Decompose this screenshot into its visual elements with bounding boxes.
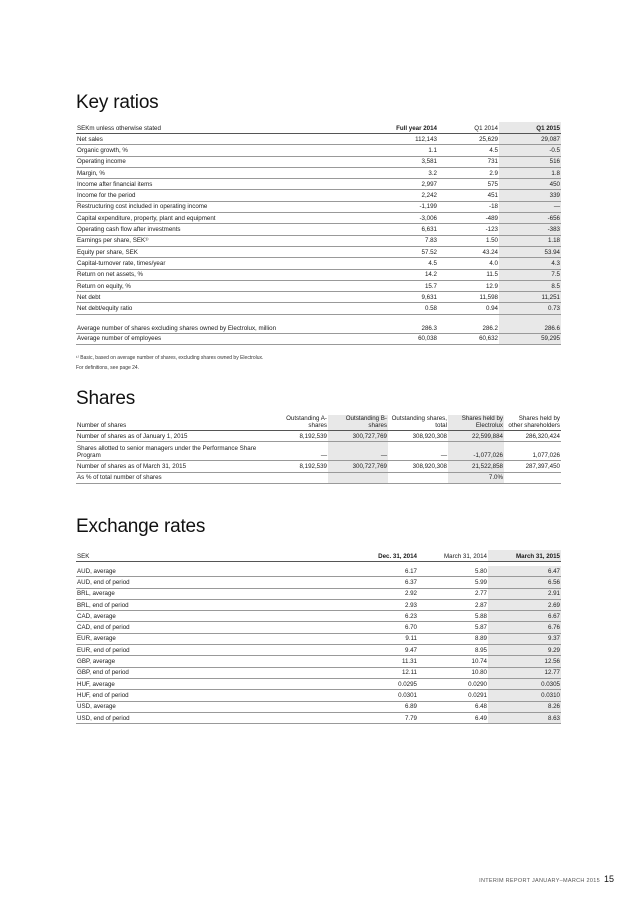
exchange-rates-cell: 6.17 (346, 566, 418, 577)
key-ratios-row (76, 156, 561, 167)
exchange-rates-row-label: CAD, average (76, 611, 346, 622)
exchange-rates-body (76, 566, 561, 724)
shares-col-0: Number of shares (76, 415, 276, 431)
key-ratios-row-label: Restructuring cost included in operating income (76, 201, 376, 212)
key-ratios-cell: 14.2 (376, 269, 438, 280)
shares-cell: 287,397,450 (504, 461, 561, 472)
exchange-rates-cell: 0.0310 (488, 690, 561, 701)
key-ratios-header (76, 122, 561, 134)
exchange-rates-row-label: EUR, average (76, 633, 346, 644)
key-ratios-row (76, 190, 561, 201)
key-ratios-cell: 9,631 (376, 292, 438, 303)
key-ratios-row-label: Net debt/equity ratio (76, 303, 376, 314)
key-ratios-footnote: ¹⁾ Basic, based on average number of shares, excluding shares owned by Electrolux. (76, 355, 264, 361)
shares-cell: 8,192,539 (276, 461, 328, 472)
shares-header (76, 415, 561, 431)
shares-col-5: Shares held by other shareholders (504, 415, 561, 431)
exchange-rates-cell: 10.80 (418, 667, 488, 678)
exchange-rates-col-2: March 31, 2014 (418, 550, 488, 562)
exchange-rates-row-label: GBP, end of period (76, 667, 346, 678)
shares-cell: 300,727,769 (328, 461, 388, 472)
key-ratios-cell: 1.18 (499, 235, 561, 246)
exchange-rates-row (76, 701, 561, 712)
shares-cell: 300,727,769 (328, 431, 388, 442)
key-ratios-cell: 286.6 (499, 314, 561, 333)
key-ratios-cell: 59,295 (499, 333, 561, 344)
key-ratios-cell: 2.9 (438, 167, 499, 178)
exchange-rates-row-label: BRL, end of period (76, 599, 346, 610)
exchange-rates-cell: 6.47 (488, 566, 561, 577)
key-ratios-definitions-note: For definitions, see page 24. (76, 365, 140, 371)
exchange-rates-cell: 9.29 (488, 645, 561, 656)
key-ratios-row (76, 134, 561, 145)
key-ratios-cell: 4.5 (376, 258, 438, 269)
key-ratios-row-label: Income after financial items (76, 179, 376, 190)
key-ratios-cell: 60,632 (438, 333, 499, 344)
key-ratios-row (76, 246, 561, 257)
exchange-rates-cell: 2.69 (488, 599, 561, 610)
exchange-rates-cell: 6.23 (346, 611, 418, 622)
exchange-rates-row (76, 656, 561, 667)
key-ratios-cell: 286.2 (438, 314, 499, 333)
key-ratios-row (76, 235, 561, 246)
key-ratios-cell: 0.58 (376, 303, 438, 314)
key-ratios-row-label: Net sales (76, 134, 376, 145)
exchange-rates-row-label: AUD, average (76, 566, 346, 577)
key-ratios-row (76, 292, 561, 303)
exchange-rates-col-1: Dec. 31, 2014 (346, 550, 418, 562)
exchange-rates-cell: 2.91 (488, 588, 561, 599)
exchange-rates-cell: 0.0301 (346, 690, 418, 701)
key-ratios-cell: -18 (438, 201, 499, 212)
exchange-rates-cell: 8.26 (488, 701, 561, 712)
key-ratios-row-label: Operating income (76, 156, 376, 167)
key-ratios-row-label: Operating cash flow after investments (76, 224, 376, 235)
shares-row-label: Shares allotted to senior managers under the Performance Share Program (76, 442, 276, 461)
key-ratios-row-label: Income for the period (76, 190, 376, 201)
exchange-rates-row (76, 678, 561, 689)
key-ratios-table (76, 122, 561, 345)
exchange-rates-title: Exchange rates (76, 516, 206, 537)
shares-row (76, 442, 561, 461)
key-ratios-cell: 11.5 (438, 269, 499, 280)
key-ratios-cell: 43.24 (438, 246, 499, 257)
exchange-rates-cell: 0.0305 (488, 678, 561, 689)
exchange-rates-cell: 6.76 (488, 622, 561, 633)
shares-col-1: Outstanding A-shares (276, 415, 328, 431)
key-ratios-row-label: Average number of employees (76, 333, 376, 344)
shares-row (76, 431, 561, 442)
key-ratios-cell: 0.94 (438, 303, 499, 314)
exchange-rates-cell: 2.92 (346, 588, 418, 599)
key-ratios-cell: — (499, 201, 561, 212)
shares-cell: — (388, 442, 448, 461)
key-ratios-title: Key ratios (76, 92, 159, 113)
key-ratios-cell: 57.52 (376, 246, 438, 257)
exchange-rates-cell: 5.88 (418, 611, 488, 622)
key-ratios-cell: -0.5 (499, 145, 561, 156)
exchange-rates-row-label: BRL, average (76, 588, 346, 599)
key-ratios-cell: -3,006 (376, 213, 438, 224)
key-ratios-cell: 731 (438, 156, 499, 167)
footer-report-title: INTERIM REPORT JANUARY–MARCH 2015 (479, 878, 600, 884)
shares-title: Shares (76, 388, 136, 409)
key-ratios-row-label: Return on net assets, % (76, 269, 376, 280)
exchange-rates-cell: 5.99 (418, 577, 488, 588)
key-ratios-col-0: SEKm unless otherwise stated (76, 122, 376, 134)
key-ratios-cell: 3,581 (376, 156, 438, 167)
key-ratios-cell: 2,997 (376, 179, 438, 190)
exchange-rates-cell: 8.95 (418, 645, 488, 656)
shares-cell: 308,920,308 (388, 431, 448, 442)
key-ratios-row (76, 258, 561, 269)
page-footer (479, 874, 614, 884)
key-ratios-cell: 25,629 (438, 134, 499, 145)
exchange-rates-cell: 10.74 (418, 656, 488, 667)
exchange-rates-row-label: EUR, end of period (76, 645, 346, 656)
key-ratios-row-label: Equity per share, SEK (76, 246, 376, 257)
key-ratios-cell: 7.5 (499, 269, 561, 280)
exchange-rates-cell: 11.31 (346, 656, 418, 667)
exchange-rates-row (76, 667, 561, 678)
exchange-rates-cell: 12.11 (346, 667, 418, 678)
exchange-rates-row (76, 577, 561, 588)
key-ratios-cell: 1.50 (438, 235, 499, 246)
key-ratios-cell: 3.2 (376, 167, 438, 178)
exchange-rates-cell: 6.70 (346, 622, 418, 633)
shares-row-label: Number of shares as of January 1, 2015 (76, 431, 276, 442)
key-ratios-row (76, 269, 561, 280)
key-ratios-cell: 7.83 (376, 235, 438, 246)
exchange-rates-cell: 9.11 (346, 633, 418, 644)
key-ratios-cell: 0.73 (499, 303, 561, 314)
key-ratios-row (76, 145, 561, 156)
key-ratios-cell: 112,143 (376, 134, 438, 145)
exchange-rates-row (76, 611, 561, 622)
key-ratios-cell: 12.9 (438, 280, 499, 291)
key-ratios-row (76, 303, 561, 314)
key-ratios-cell: 11,598 (438, 292, 499, 303)
key-ratios-cell: 4.5 (438, 145, 499, 156)
exchange-rates-cell: 6.48 (418, 701, 488, 712)
exchange-rates-cell: 6.49 (418, 712, 488, 723)
key-ratios-cell: -383 (499, 224, 561, 235)
exchange-rates-row (76, 566, 561, 577)
key-ratios-col-2: Q1 2014 (438, 122, 499, 134)
exchange-rates-cell: 7.79 (346, 712, 418, 723)
key-ratios-row-label: Organic growth, % (76, 145, 376, 156)
exchange-rates-cell: 6.37 (346, 577, 418, 588)
exchange-rates-row (76, 599, 561, 610)
shares-row (76, 461, 561, 472)
key-ratios-col-3: Q1 2015 (499, 122, 561, 134)
shares-row (76, 472, 561, 483)
exchange-rates-row (76, 622, 561, 633)
key-ratios-cell: 29,087 (499, 134, 561, 145)
shares-cell: 286,320,424 (504, 431, 561, 442)
key-ratios-cell: -123 (438, 224, 499, 235)
exchange-rates-cell: 12.77 (488, 667, 561, 678)
key-ratios-row-label: Net debt (76, 292, 376, 303)
shares-cell: 8,192,539 (276, 431, 328, 442)
key-ratios-row-label: Average number of shares excluding shares owned by Electrolux, million (76, 314, 376, 333)
shares-cell: 21,522,858 (448, 461, 504, 472)
exchange-rates-cell: 6.89 (346, 701, 418, 712)
shares-body (76, 431, 561, 484)
key-ratios-cell: 53.94 (499, 246, 561, 257)
shares-col-3: Outstanding shares, total (388, 415, 448, 431)
key-ratios-row (76, 333, 561, 344)
shares-cell (388, 472, 448, 483)
key-ratios-cell: 60,038 (376, 333, 438, 344)
page-number: 15 (603, 874, 614, 884)
exchange-rates-row (76, 633, 561, 644)
exchange-rates-cell: 0.0291 (418, 690, 488, 701)
exchange-rates-row-label: USD, average (76, 701, 346, 712)
exchange-rates-row-label: GBP, average (76, 656, 346, 667)
exchange-rates-cell: 5.80 (418, 566, 488, 577)
shares-cell: — (328, 442, 388, 461)
exchange-rates-row (76, 645, 561, 656)
exchange-rates-col-0: SEK (76, 550, 346, 562)
key-ratios-row (76, 280, 561, 291)
exchange-rates-row-label: CAD, end of period (76, 622, 346, 633)
shares-row-label: Number of shares as of March 31, 2015 (76, 461, 276, 472)
key-ratios-cell: 516 (499, 156, 561, 167)
exchange-rates-cell: 2.87 (418, 599, 488, 610)
key-ratios-cell: 450 (499, 179, 561, 190)
key-ratios-row (76, 213, 561, 224)
key-ratios-row (76, 179, 561, 190)
exchange-rates-cell: 0.0295 (346, 678, 418, 689)
exchange-rates-row-label: AUD, end of period (76, 577, 346, 588)
exchange-rates-cell: 2.77 (418, 588, 488, 599)
shares-cell: 22,599,884 (448, 431, 504, 442)
shares-cell: 308,920,308 (388, 461, 448, 472)
exchange-rates-cell: 5.87 (418, 622, 488, 633)
key-ratios-row-label: Margin, % (76, 167, 376, 178)
shares-cell (276, 472, 328, 483)
key-ratios-body (76, 134, 561, 345)
key-ratios-row-label: Capital-turnover rate, times/year (76, 258, 376, 269)
key-ratios-cell: 1.8 (499, 167, 561, 178)
key-ratios-cell: 339 (499, 190, 561, 201)
exchange-rates-cell: 6.67 (488, 611, 561, 622)
exchange-rates-row (76, 712, 561, 723)
key-ratios-row-label: Return on equity, % (76, 280, 376, 291)
exchange-rates-cell: 12.56 (488, 656, 561, 667)
exchange-rates-cell: 8.89 (418, 633, 488, 644)
exchange-rates-row (76, 588, 561, 599)
key-ratios-cell: -489 (438, 213, 499, 224)
key-ratios-cell: 8.5 (499, 280, 561, 291)
shares-cell (504, 472, 561, 483)
key-ratios-row (76, 201, 561, 212)
key-ratios-row-label: Earnings per share, SEK¹⁾ (76, 235, 376, 246)
key-ratios-cell: 1.1 (376, 145, 438, 156)
shares-col-2: Outstanding B-shares (328, 415, 388, 431)
key-ratios-cell: 15.7 (376, 280, 438, 291)
shares-col-4: Shares held by Electrolux (448, 415, 504, 431)
key-ratios-cell: 11,251 (499, 292, 561, 303)
key-ratios-cell: 451 (438, 190, 499, 201)
shares-cell (328, 472, 388, 483)
exchange-rates-row (76, 690, 561, 701)
key-ratios-cell: 6,631 (376, 224, 438, 235)
key-ratios-row (76, 167, 561, 178)
exchange-rates-cell: 9.37 (488, 633, 561, 644)
exchange-rates-col-3: March 31, 2015 (488, 550, 561, 562)
shares-row-label: As % of total number of shares (76, 472, 276, 483)
shares-table (76, 415, 561, 484)
shares-cell: 7.0% (448, 472, 504, 483)
key-ratios-row (76, 314, 561, 333)
exchange-rates-cell: 6.56 (488, 577, 561, 588)
key-ratios-cell: 4.0 (438, 258, 499, 269)
exchange-rates-cell: 9.47 (346, 645, 418, 656)
key-ratios-cell: 2,242 (376, 190, 438, 201)
exchange-rates-cell: 8.63 (488, 712, 561, 723)
exchange-rates-row-label: USD, end of period (76, 712, 346, 723)
key-ratios-row-label: Capital expenditure, property, plant and equipment (76, 213, 376, 224)
key-ratios-col-1: Full year 2014 (376, 122, 438, 134)
exchange-rates-table (76, 550, 561, 724)
shares-cell: — (276, 442, 328, 461)
key-ratios-cell: 4.3 (499, 258, 561, 269)
exchange-rates-header (76, 550, 561, 562)
shares-cell: 1,077,026 (504, 442, 561, 461)
exchange-rates-row-label: HUF, average (76, 678, 346, 689)
exchange-rates-row-label: HUF, end of period (76, 690, 346, 701)
key-ratios-cell: -1,199 (376, 201, 438, 212)
key-ratios-cell: -656 (499, 213, 561, 224)
exchange-rates-cell: 2.93 (346, 599, 418, 610)
shares-cell: -1,077,026 (448, 442, 504, 461)
exchange-rates-cell: 0.0290 (418, 678, 488, 689)
key-ratios-cell: 575 (438, 179, 499, 190)
key-ratios-cell: 286.3 (376, 314, 438, 333)
key-ratios-row (76, 224, 561, 235)
